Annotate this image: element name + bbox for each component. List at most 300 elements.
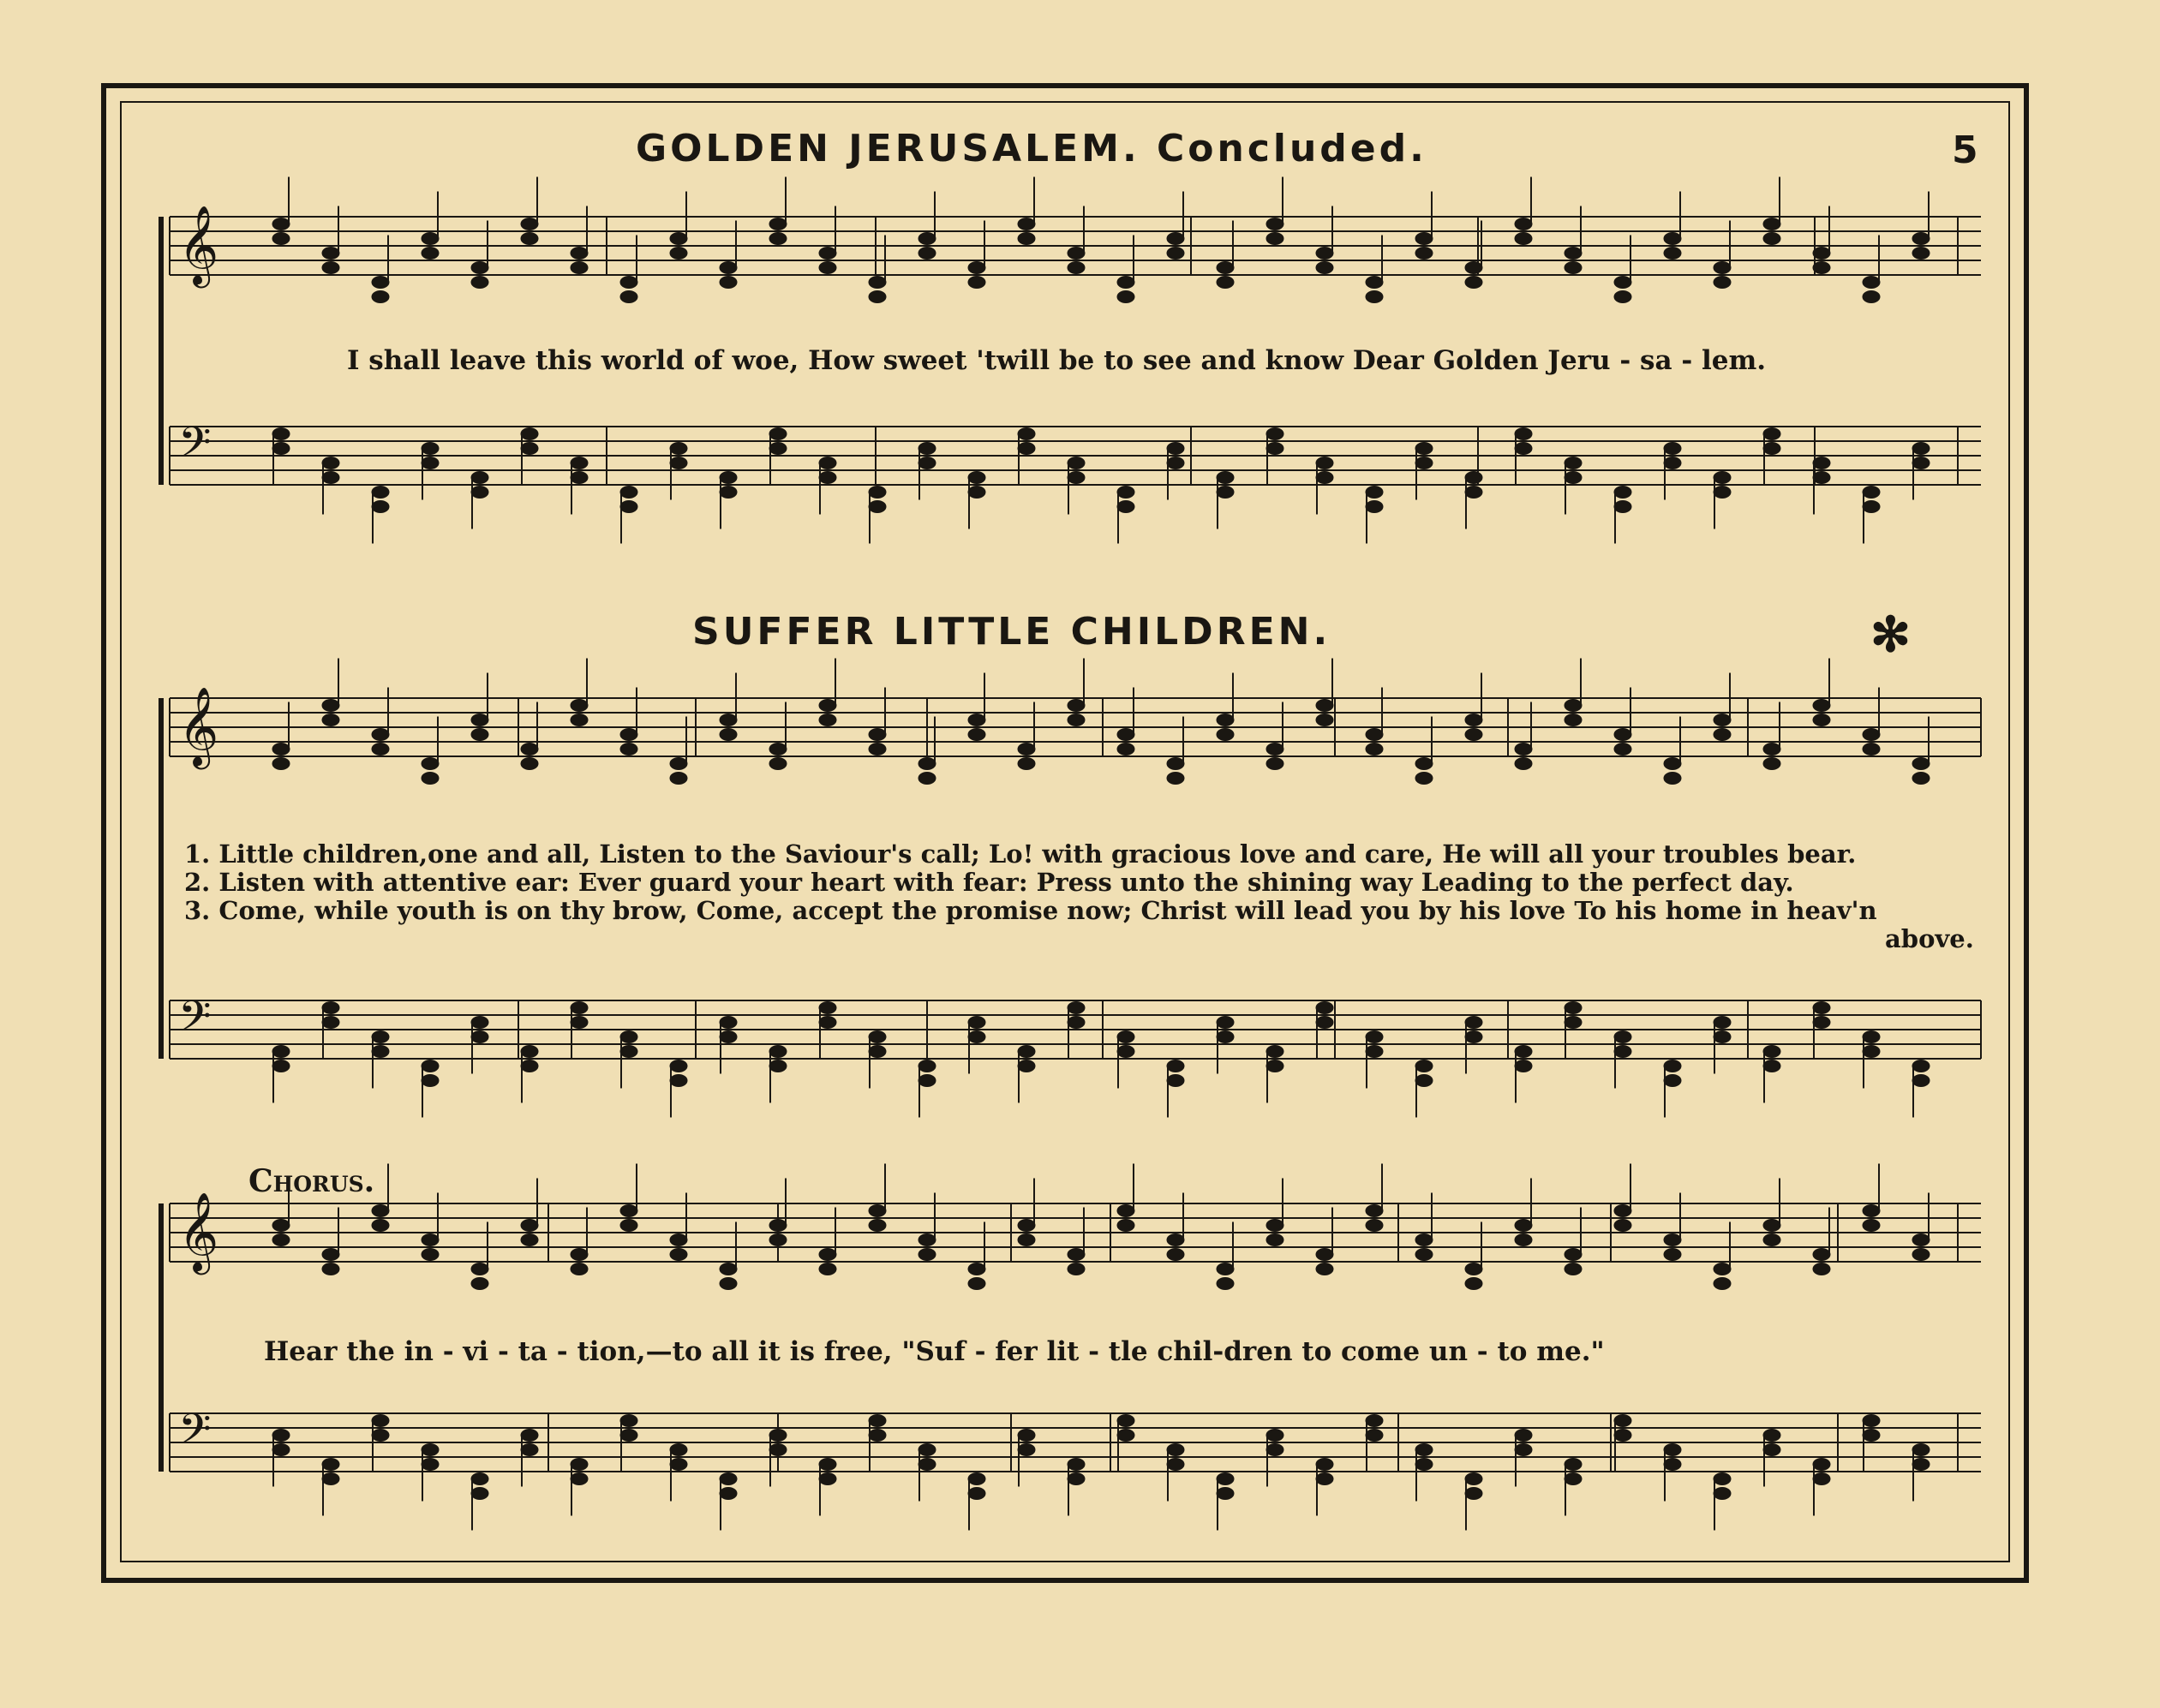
notehead: [968, 472, 985, 484]
notehead: [670, 443, 687, 455]
treble-clef: 𝄞: [178, 686, 219, 766]
notehead: [918, 443, 936, 455]
notehead: [1763, 428, 1780, 440]
notehead: [1863, 291, 1880, 303]
notehead: [372, 1220, 389, 1232]
notehead: [471, 1278, 488, 1290]
notehead: [1813, 700, 1830, 712]
notehead: [1863, 501, 1880, 513]
notehead: [1217, 714, 1234, 726]
notehead: [620, 1430, 637, 1442]
notehead: [1217, 1488, 1234, 1500]
notehead: [1614, 291, 1631, 303]
notehead: [869, 487, 886, 499]
song-title-suffer-little-children: SUFFER LITTLE CHILDREN.: [692, 610, 1331, 654]
notehead: [720, 729, 737, 741]
notehead: [1217, 1263, 1234, 1275]
notehead: [372, 1205, 389, 1217]
notehead: [1415, 1060, 1433, 1072]
notehead: [1664, 443, 1681, 455]
notehead: [1117, 1220, 1134, 1232]
notehead: [1266, 1444, 1283, 1456]
notehead: [372, 487, 389, 499]
notehead: [1117, 487, 1134, 499]
notehead: [1068, 262, 1085, 274]
notehead: [1068, 472, 1085, 484]
notehead: [1217, 1473, 1234, 1485]
notehead: [471, 1017, 488, 1029]
notehead: [1664, 758, 1681, 770]
notehead: [372, 744, 389, 755]
notehead: [1565, 714, 1582, 726]
notehead: [1614, 744, 1631, 755]
notehead: [670, 773, 687, 785]
notehead: [1068, 1459, 1085, 1471]
treble-clef: 𝄞: [178, 1191, 219, 1271]
notehead: [1714, 1278, 1731, 1290]
notehead: [1912, 457, 1930, 469]
notehead: [1266, 443, 1283, 455]
notehead: [1714, 1031, 1731, 1043]
notehead: [1664, 233, 1681, 245]
notehead: [521, 428, 538, 440]
notehead: [819, 1002, 836, 1014]
lyrics-golden-jerusalem: I shall leave this world of woe, How sweet 'twill be to see and know Dear Golden Jeru - sa - lem.: [347, 345, 1767, 376]
notehead: [1912, 1234, 1930, 1246]
notehead: [1068, 457, 1085, 469]
notehead: [322, 457, 339, 469]
notehead: [1565, 700, 1582, 712]
notehead: [769, 233, 787, 245]
notehead: [1415, 1249, 1433, 1261]
notehead: [769, 1220, 787, 1232]
notehead: [1614, 501, 1631, 513]
notehead: [422, 1459, 439, 1471]
notehead: [968, 262, 985, 274]
notehead: [571, 700, 588, 712]
notehead: [372, 1430, 389, 1442]
notehead: [1912, 1444, 1930, 1456]
notehead: [1912, 758, 1930, 770]
notehead: [918, 248, 936, 260]
notehead: [1217, 262, 1234, 274]
notehead: [1316, 248, 1333, 260]
notehead: [1565, 1473, 1582, 1485]
notehead: [422, 758, 439, 770]
notehead: [322, 248, 339, 260]
notehead: [620, 291, 637, 303]
notehead: [819, 1473, 836, 1485]
notehead: [1366, 291, 1383, 303]
notehead: [720, 1473, 737, 1485]
notehead: [1415, 233, 1433, 245]
notehead: [1415, 1444, 1433, 1456]
notehead: [322, 262, 339, 274]
notehead: [1863, 277, 1880, 289]
notehead: [1465, 277, 1482, 289]
notehead: [620, 277, 637, 289]
notehead: [1763, 1444, 1780, 1456]
notehead: [471, 277, 488, 289]
notehead: [1266, 758, 1283, 770]
notehead: [769, 1046, 787, 1058]
notehead: [769, 1444, 787, 1456]
notehead: [1813, 262, 1830, 274]
notehead: [322, 472, 339, 484]
notehead: [1614, 729, 1631, 741]
notehead: [1515, 758, 1532, 770]
notehead: [670, 1234, 687, 1246]
notehead: [1167, 443, 1184, 455]
song-title-golden-jerusalem: GOLDEN JERUSALEM. Concluded.: [636, 127, 1427, 170]
notehead: [1415, 758, 1433, 770]
notehead: [620, 487, 637, 499]
notehead: [1018, 218, 1035, 230]
notehead: [1316, 1473, 1333, 1485]
notehead: [372, 729, 389, 741]
notehead: [571, 1473, 588, 1485]
notehead: [372, 501, 389, 513]
notehead: [1068, 1263, 1085, 1275]
notehead: [1117, 1205, 1134, 1217]
notehead: [422, 1060, 439, 1072]
notehead: [869, 277, 886, 289]
verse-1: 1. Little children,one and all, Listen to the Saviour's call; Lo! with gracious love and care, He will all your troubles bear.: [184, 839, 1857, 869]
bass-clef: 𝄢: [178, 992, 212, 1052]
notehead: [1515, 744, 1532, 755]
notehead: [1018, 1234, 1035, 1246]
notehead: [1565, 1017, 1582, 1029]
notehead: [670, 1249, 687, 1261]
notehead: [869, 291, 886, 303]
notehead: [1068, 1017, 1085, 1029]
notehead: [918, 1459, 936, 1471]
notehead: [1763, 1234, 1780, 1246]
notehead: [869, 744, 886, 755]
notehead: [1167, 1249, 1184, 1261]
notehead: [1465, 487, 1482, 499]
notehead: [571, 1263, 588, 1275]
notehead: [521, 1220, 538, 1232]
notehead: [1515, 1220, 1532, 1232]
notehead: [1366, 1430, 1383, 1442]
page-number: 5: [1952, 128, 1978, 172]
notehead: [1813, 1017, 1830, 1029]
notehead: [1018, 1046, 1035, 1058]
notehead: [1415, 773, 1433, 785]
notehead: [1664, 1444, 1681, 1456]
notehead: [1167, 773, 1184, 785]
notehead: [372, 1046, 389, 1058]
notehead: [322, 714, 339, 726]
notehead: [769, 443, 787, 455]
notehead: [670, 1075, 687, 1087]
notehead: [1465, 1263, 1482, 1275]
notehead: [1018, 744, 1035, 755]
notehead: [1813, 1459, 1830, 1471]
notehead: [1863, 729, 1880, 741]
notehead: [1565, 472, 1582, 484]
notehead: [272, 443, 290, 455]
notehead: [620, 1415, 637, 1427]
bass-clef: 𝄢: [178, 418, 212, 478]
notehead: [720, 262, 737, 274]
notehead: [471, 729, 488, 741]
notehead: [1266, 1234, 1283, 1246]
notehead: [521, 1444, 538, 1456]
notehead: [968, 1488, 985, 1500]
notehead: [1614, 277, 1631, 289]
notehead: [521, 758, 538, 770]
notehead: [1912, 1075, 1930, 1087]
notehead: [272, 1220, 290, 1232]
notehead: [1565, 457, 1582, 469]
notehead: [471, 1263, 488, 1275]
notehead: [272, 744, 290, 755]
verse-3-continuation: above.: [1885, 924, 1974, 953]
notehead: [1763, 1046, 1780, 1058]
notehead: [620, 1205, 637, 1217]
notehead: [1018, 443, 1035, 455]
notehead: [1614, 1430, 1631, 1442]
notehead: [1366, 744, 1383, 755]
notehead: [869, 1415, 886, 1427]
notehead: [372, 291, 389, 303]
notehead: [1018, 758, 1035, 770]
notehead: [1316, 457, 1333, 469]
notehead: [1366, 277, 1383, 289]
notehead: [769, 1234, 787, 1246]
notehead: [1167, 758, 1184, 770]
notehead: [422, 1249, 439, 1261]
notehead: [968, 1278, 985, 1290]
notehead: [1714, 1263, 1731, 1275]
notehead: [521, 233, 538, 245]
notehead: [670, 248, 687, 260]
notehead: [521, 744, 538, 755]
notehead: [1266, 1220, 1283, 1232]
notehead: [720, 1031, 737, 1043]
notehead: [471, 487, 488, 499]
notehead: [1415, 1234, 1433, 1246]
chorus-label: Chorus.: [248, 1163, 375, 1199]
notehead: [1366, 1031, 1383, 1043]
notehead: [1415, 1459, 1433, 1471]
notehead: [1614, 1415, 1631, 1427]
notehead: [1565, 1459, 1582, 1471]
notehead: [1515, 233, 1532, 245]
notehead: [1217, 277, 1234, 289]
notehead: [1813, 1473, 1830, 1485]
notehead: [1018, 233, 1035, 245]
notehead: [1863, 1220, 1880, 1232]
notehead: [1167, 1075, 1184, 1087]
notehead: [1217, 472, 1234, 484]
notehead: [1714, 729, 1731, 741]
notehead: [1316, 1249, 1333, 1261]
notehead: [1763, 1430, 1780, 1442]
notehead: [272, 428, 290, 440]
notehead: [1415, 457, 1433, 469]
notehead: [521, 218, 538, 230]
notehead: [1813, 248, 1830, 260]
notehead: [1316, 1263, 1333, 1275]
notehead: [1763, 744, 1780, 755]
notehead: [1714, 277, 1731, 289]
notehead: [1614, 487, 1631, 499]
notehead: [1465, 1278, 1482, 1290]
notehead: [1266, 1430, 1283, 1442]
notehead: [1664, 1234, 1681, 1246]
notehead: [1366, 501, 1383, 513]
notehead: [819, 1249, 836, 1261]
notehead: [1117, 744, 1134, 755]
notehead: [1167, 1060, 1184, 1072]
notehead: [322, 1263, 339, 1275]
notehead: [1912, 233, 1930, 245]
notehead: [1266, 233, 1283, 245]
notehead: [1714, 714, 1731, 726]
notehead: [1863, 1430, 1880, 1442]
notehead: [1664, 1075, 1681, 1087]
notehead: [272, 1444, 290, 1456]
notehead: [769, 744, 787, 755]
notehead: [1068, 700, 1085, 712]
notehead: [521, 1430, 538, 1442]
notehead: [1117, 1430, 1134, 1442]
notehead: [571, 248, 588, 260]
notehead: [819, 1017, 836, 1029]
notehead: [819, 457, 836, 469]
notehead: [819, 248, 836, 260]
notehead: [1515, 1046, 1532, 1058]
notehead: [272, 1430, 290, 1442]
notehead: [1664, 1060, 1681, 1072]
notehead: [968, 729, 985, 741]
notehead: [1217, 487, 1234, 499]
notehead: [769, 428, 787, 440]
notehead: [1465, 1473, 1482, 1485]
notehead: [1217, 1017, 1234, 1029]
notehead: [372, 1415, 389, 1427]
notehead: [1266, 1046, 1283, 1058]
notehead: [1316, 262, 1333, 274]
notehead: [1912, 1249, 1930, 1261]
notehead: [1813, 714, 1830, 726]
notehead: [819, 700, 836, 712]
notehead: [1565, 1249, 1582, 1261]
notehead: [422, 1234, 439, 1246]
notehead: [1863, 1046, 1880, 1058]
notehead: [918, 1060, 936, 1072]
notehead: [1614, 1031, 1631, 1043]
notehead: [670, 457, 687, 469]
notehead: [1515, 443, 1532, 455]
notehead: [620, 1046, 637, 1058]
notehead: [869, 1430, 886, 1442]
notehead: [1813, 1263, 1830, 1275]
notehead: [1217, 729, 1234, 741]
notehead: [1714, 1017, 1731, 1029]
notehead: [1465, 1488, 1482, 1500]
notehead: [918, 1234, 936, 1246]
notehead: [769, 1430, 787, 1442]
notehead: [322, 1473, 339, 1485]
lyrics-chorus: Hear the in - vi - ta - tion,—to all it is free, "Suf - fer lit - tle chil-dren to come un - to me.": [264, 1336, 1605, 1367]
notehead: [1863, 1205, 1880, 1217]
notehead: [422, 773, 439, 785]
notehead: [918, 457, 936, 469]
notehead: [1912, 1459, 1930, 1471]
notehead: [322, 1017, 339, 1029]
notehead: [1167, 1459, 1184, 1471]
notehead: [720, 472, 737, 484]
notehead: [918, 1444, 936, 1456]
notehead: [521, 1060, 538, 1072]
notehead: [1813, 472, 1830, 484]
notehead: [918, 773, 936, 785]
notehead: [968, 714, 985, 726]
notehead: [1068, 248, 1085, 260]
notehead: [571, 457, 588, 469]
notehead: [1664, 248, 1681, 260]
notehead: [1565, 1263, 1582, 1275]
notehead: [1763, 218, 1780, 230]
notehead: [1167, 1444, 1184, 1456]
notehead: [1117, 729, 1134, 741]
notehead: [471, 262, 488, 274]
notehead: [720, 1017, 737, 1029]
verse-3: 3. Come, while youth is on thy brow, Come, accept the promise now; Christ will lead you by his love To his home in heav'n: [184, 896, 1877, 925]
notehead: [471, 472, 488, 484]
notehead: [620, 501, 637, 513]
notehead: [272, 218, 290, 230]
notehead: [1167, 233, 1184, 245]
notehead: [1018, 1444, 1035, 1456]
notehead: [1912, 248, 1930, 260]
notehead: [968, 1031, 985, 1043]
notehead: [1167, 1234, 1184, 1246]
notehead: [1515, 428, 1532, 440]
notehead: [670, 1444, 687, 1456]
notehead: [1714, 262, 1731, 274]
notehead: [670, 758, 687, 770]
notehead: [322, 1249, 339, 1261]
notehead: [1714, 1473, 1731, 1485]
notehead: [1714, 487, 1731, 499]
notehead: [422, 1075, 439, 1087]
notehead: [571, 714, 588, 726]
notehead: [1266, 218, 1283, 230]
notehead: [1018, 428, 1035, 440]
notehead: [1813, 1249, 1830, 1261]
notehead: [1117, 291, 1134, 303]
notehead: [1465, 1017, 1482, 1029]
notehead: [1614, 1205, 1631, 1217]
notehead: [670, 233, 687, 245]
notehead: [571, 1017, 588, 1029]
notehead: [1565, 248, 1582, 260]
notehead: [869, 1205, 886, 1217]
notehead: [1515, 1234, 1532, 1246]
notehead: [1366, 487, 1383, 499]
notehead: [1415, 1075, 1433, 1087]
notehead: [1465, 262, 1482, 274]
notehead: [720, 1488, 737, 1500]
notehead: [1117, 1046, 1134, 1058]
notehead: [968, 487, 985, 499]
notehead: [571, 472, 588, 484]
